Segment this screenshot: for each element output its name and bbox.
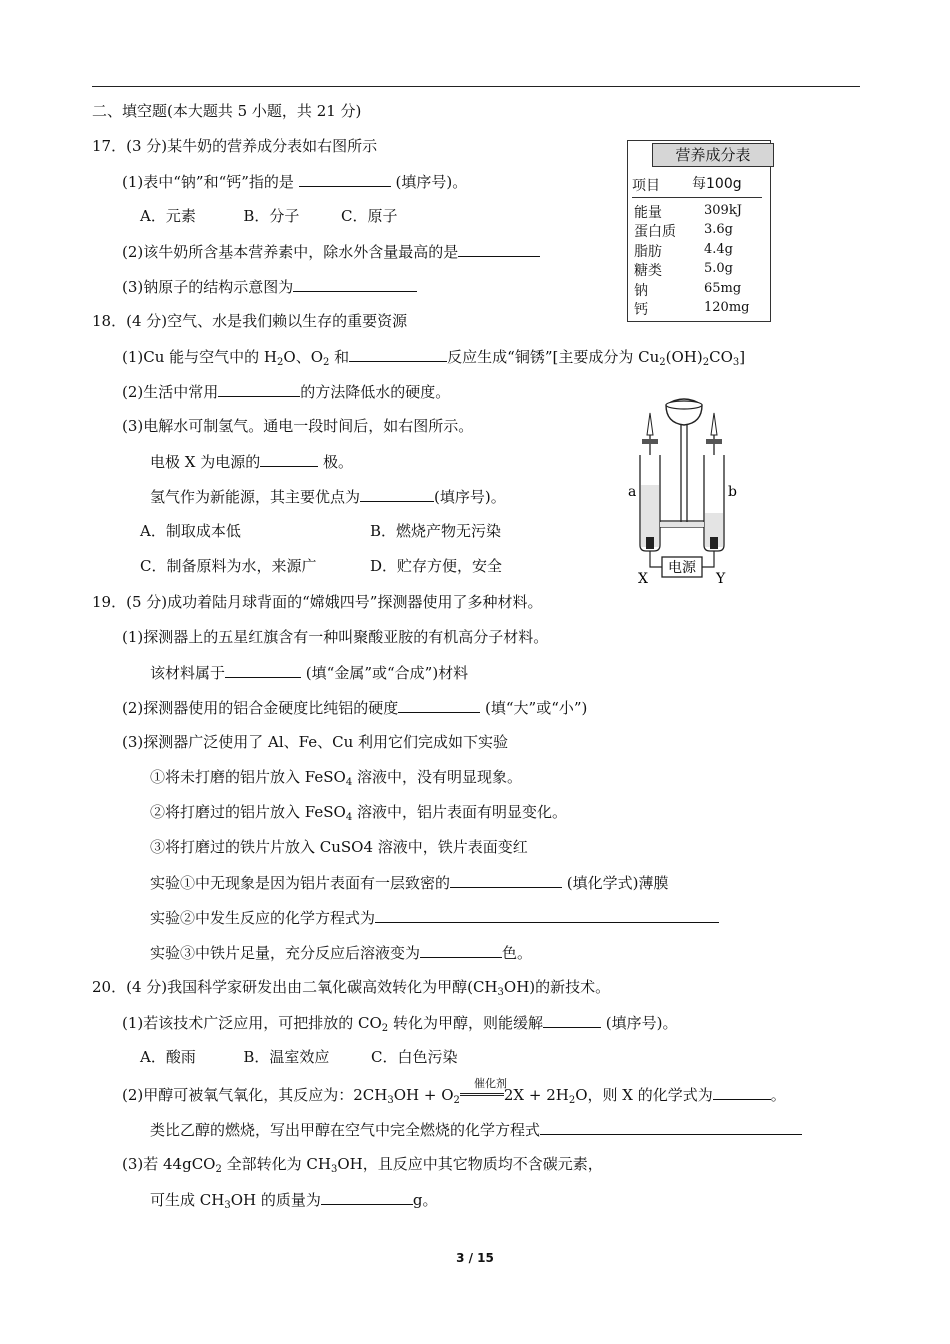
top-rule (92, 86, 860, 87)
q19-result2: 实验②中发生反应的化学方程式为 (150, 907, 719, 928)
answer-blank[interactable] (450, 872, 562, 888)
table-divider (632, 197, 762, 198)
answer-blank[interactable] (375, 907, 719, 923)
answer-blank[interactable] (420, 942, 502, 958)
row-value: 3.6g (704, 222, 733, 237)
nutrition-table-title: 营养成分表 (652, 143, 774, 167)
q19-exp1: ①将未打磨的铝片放入 FeSO$_4$ 溶液中，没有明显现象。 (150, 768, 522, 788)
q18-part1: (1)Cu 能与空气中的 $H_2O$、$O_2$ 和 反应生成“铜锈”[主要成分为 $Cu_2(OH)_2CO_3$] (122, 348, 746, 368)
option-c: C．原子 (341, 207, 398, 225)
row-name: 脂肪 (634, 244, 662, 260)
column-item: 项目 (632, 178, 660, 194)
answer-blank[interactable] (260, 451, 318, 467)
q19-part1-answer: 该材料属于 (填“金属”或“合成”)材料 (150, 664, 469, 682)
q17-options (140, 206, 397, 226)
q17-stem: 17．(3 分)某牛奶的营养成分表如右图所示 (92, 137, 378, 155)
q19-stem: 19．(5 分)成功着陆月球背面的“嫦娥四号”探测器使用了多种材料。 (92, 593, 543, 611)
row-name: 能量 (634, 205, 662, 221)
q18-stem: 18．(4 分)空气、水是我们赖以生存的重要资源 (92, 312, 408, 330)
option-a: A．元素 (140, 207, 196, 225)
q19-part2: (2)探测器使用的铝合金硬度比纯铝的硬度 (填“大”或“小”) (122, 699, 588, 717)
answer-blank[interactable] (543, 1012, 601, 1028)
electrode-x-label: X (638, 571, 648, 587)
q18-option-d: D．贮存方便，安全 (370, 557, 503, 575)
row-name: 糖类 (634, 263, 662, 279)
q20-stem: 20．(4 分)我国科学家研发出由二氧化碳高效转化为甲醇$(CH_3OH)$的新技术。 (92, 978, 611, 998)
q19-result3: 实验③中铁片足量，充分反应后溶液变为 色。 (150, 944, 533, 962)
q20-part3-answer: 可生成 $CH_3OH$ 的质量为 g。 (150, 1191, 438, 1211)
answer-blank[interactable] (349, 346, 447, 362)
q17-part2: (2)该牛奶所含基本营养素中，除水外含量最高的是 (122, 241, 540, 262)
answer-blank[interactable] (540, 1119, 802, 1135)
answer-blank[interactable] (458, 241, 540, 257)
q19-exp3: ③将打磨过的铁片片放入 CuSO4 溶液中，铁片表面变红 (150, 838, 528, 856)
row-name: 钠 (634, 283, 648, 299)
q19-exp2: ②将打磨过的铝片放入 FeSO$_4$ 溶液中，铝片表面有明显变化。 (150, 803, 567, 823)
answer-blank[interactable] (299, 171, 391, 187)
q18-part2: (2)生活中常用 的方法降低水的硬度。 (122, 383, 451, 401)
row-value: 5.0g (704, 261, 733, 276)
q18-part3: (3)电解水可制氢气。通电一段时间后，如右图所示。 (122, 417, 474, 435)
answer-blank[interactable] (225, 662, 301, 678)
catalyst-label: 催化剂 (474, 1077, 507, 1090)
section-title: 二、填空题(本大题共 5 小题，共 21 分) (92, 102, 362, 120)
q19-part1: (1)探测器上的五星红旗含有一种叫聚酸亚胺的有机高分子材料。 (122, 628, 549, 646)
page-number: 3 / 15 (456, 1251, 494, 1265)
q18-part3-advantage: 氢气作为新能源，其主要优点为 (填序号)。 (150, 488, 506, 506)
answer-blank[interactable] (321, 1189, 413, 1205)
q20-options (140, 1047, 457, 1067)
nutrition-table (627, 140, 771, 322)
row-value: 4.4g (704, 242, 733, 257)
electrolysis-apparatus (618, 395, 740, 587)
answer-blank[interactable] (293, 276, 417, 292)
q18-part3-electrode: 电极 X 为电源的 极。 (150, 453, 354, 471)
q20-part3: (3)若 44gCO$_2$ 全部转化为 $CH_3OH$，且反应中其它物质均不含碳元素， (122, 1155, 603, 1175)
row-name: 蛋白质 (634, 224, 676, 240)
tube-b-label: b (728, 484, 737, 500)
answer-blank[interactable] (360, 486, 434, 502)
q17-part3: (3)钠原子的结构示意图为 (122, 276, 417, 297)
q20-part2-combustion: 类比乙醇的燃烧，写出甲醇在空气中完全燃烧的化学方程式 (150, 1119, 802, 1140)
q20-part2: (2)甲醇可被氧气氧化，其反应为：$2CH_3OH + O_2$ $2X + 2H_2O$，则 X 的化学式为 。 (122, 1086, 786, 1106)
column-per-100g: 每100g (692, 176, 742, 192)
q20-part1: (1)若该技术广泛应用，可把排放的 $CO_2$ 转化为甲醇，则能缓解 (填序号)。 (122, 1014, 678, 1034)
option-a: A．酸雨 (140, 1048, 196, 1066)
row-value: 65mg (704, 281, 742, 296)
option-b: B．温室效应 (243, 1048, 330, 1066)
answer-blank[interactable] (398, 697, 480, 713)
q19-part3: (3)探测器广泛使用了 Al、Fe、Cu 利用它们完成如下实验 (122, 733, 509, 751)
power-supply-label: 电源 (668, 560, 696, 576)
q18-option-b: B．燃烧产物无污染 (370, 522, 502, 540)
q18-option-c: C．制备原料为水，来源广 (140, 557, 317, 575)
row-value: 120mg (704, 300, 750, 315)
row-name: 钙 (634, 302, 648, 318)
q19-result1: 实验①中无现象是因为铝片表面有一层致密的 (填化学式)薄膜 (150, 874, 669, 892)
row-value: 309kJ (704, 203, 742, 218)
answer-blank[interactable] (713, 1084, 771, 1100)
answer-blank[interactable] (218, 381, 300, 397)
reaction-arrow (460, 1085, 504, 1096)
electrode-y-label: Y (716, 571, 726, 587)
option-c: C．白色污染 (371, 1048, 458, 1066)
q18-option-a: A．制取成本低 (140, 522, 241, 540)
tube-a-label: a (628, 484, 637, 500)
option-b: B．分子 (243, 207, 300, 225)
q17-part1: (1)表中“钠”和“钙”指的是 (填序号)。 (122, 173, 468, 191)
